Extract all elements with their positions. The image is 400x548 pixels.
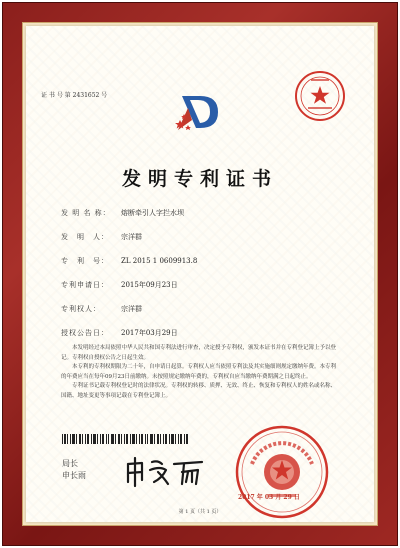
barcode [62,434,188,444]
body-paragraph: 专利证书记载专利权登记时的法律状况。专利权的转移、质押、无效、终止、恢复和专利权人的姓名或名称、国籍、地址变更等事项记载在专利登记簿上。 [61,383,337,399]
field-value: 2015年09月23日 [121,281,178,289]
body-paragraph: 本专利的专利权期限为二十年，自申请日起算。专利权人应当依照专利法及其实施细则规定缴纳年费。本专利的年费应当在每年09月23日前缴纳。未按照规定缴纳年费的，专利权自应当缴纳年费期满之日起终止。 [61,364,337,380]
patent-number-field [61,256,197,266]
field-label: 发 明 名 称： [61,209,111,217]
field-label: 专利申请日： [61,281,109,289]
invention-name-field [61,208,184,218]
seal-date: 2017 年 03 月 29 日 [238,494,300,501]
inventor-field [61,232,142,242]
round-seal-icon [294,70,346,122]
field-label: 专利权人： [61,305,101,313]
field-value: ZL 2015 1 0609913.8 [121,257,198,265]
certificate-body-text [61,344,337,401]
signer-title: 局长 [62,459,78,468]
body-paragraph: 本发明经过本局依照中华人民共和国专利法进行审查，决定授予专利权，颁发本证书并在专利登记簿上予以登记。专利权自授权公告之日起生效。 [61,345,337,361]
field-label: 授权公告日： [61,329,109,337]
field-value: 2017年03月29日 [121,329,178,337]
page-number: 第 1 页（共 1 页） [178,509,222,515]
field-value: 宗洋群 [121,233,142,241]
certificate-frame [2,2,398,546]
grant-date-field [61,328,178,338]
handwritten-signature [122,454,208,488]
patentee-field [61,304,142,314]
certificate-title: 发明专利证书 [121,168,278,190]
frame-matte [22,22,378,526]
certificate-number: 证 书 号 第 2431652 号 [41,92,108,99]
field-value: 熔断牵引人字拦水坝 [121,209,184,217]
field-value: 宗洋群 [121,305,142,313]
certificate-paper [26,26,374,522]
field-label: 专 利 号： [61,257,109,265]
signer-name: 申长雨 [62,471,86,480]
signer-block [62,458,86,482]
patent-office-logo-icon [174,90,226,136]
application-date-field [61,280,178,290]
field-label: 发 明 人： [61,233,109,241]
official-seal-icon [234,424,330,520]
